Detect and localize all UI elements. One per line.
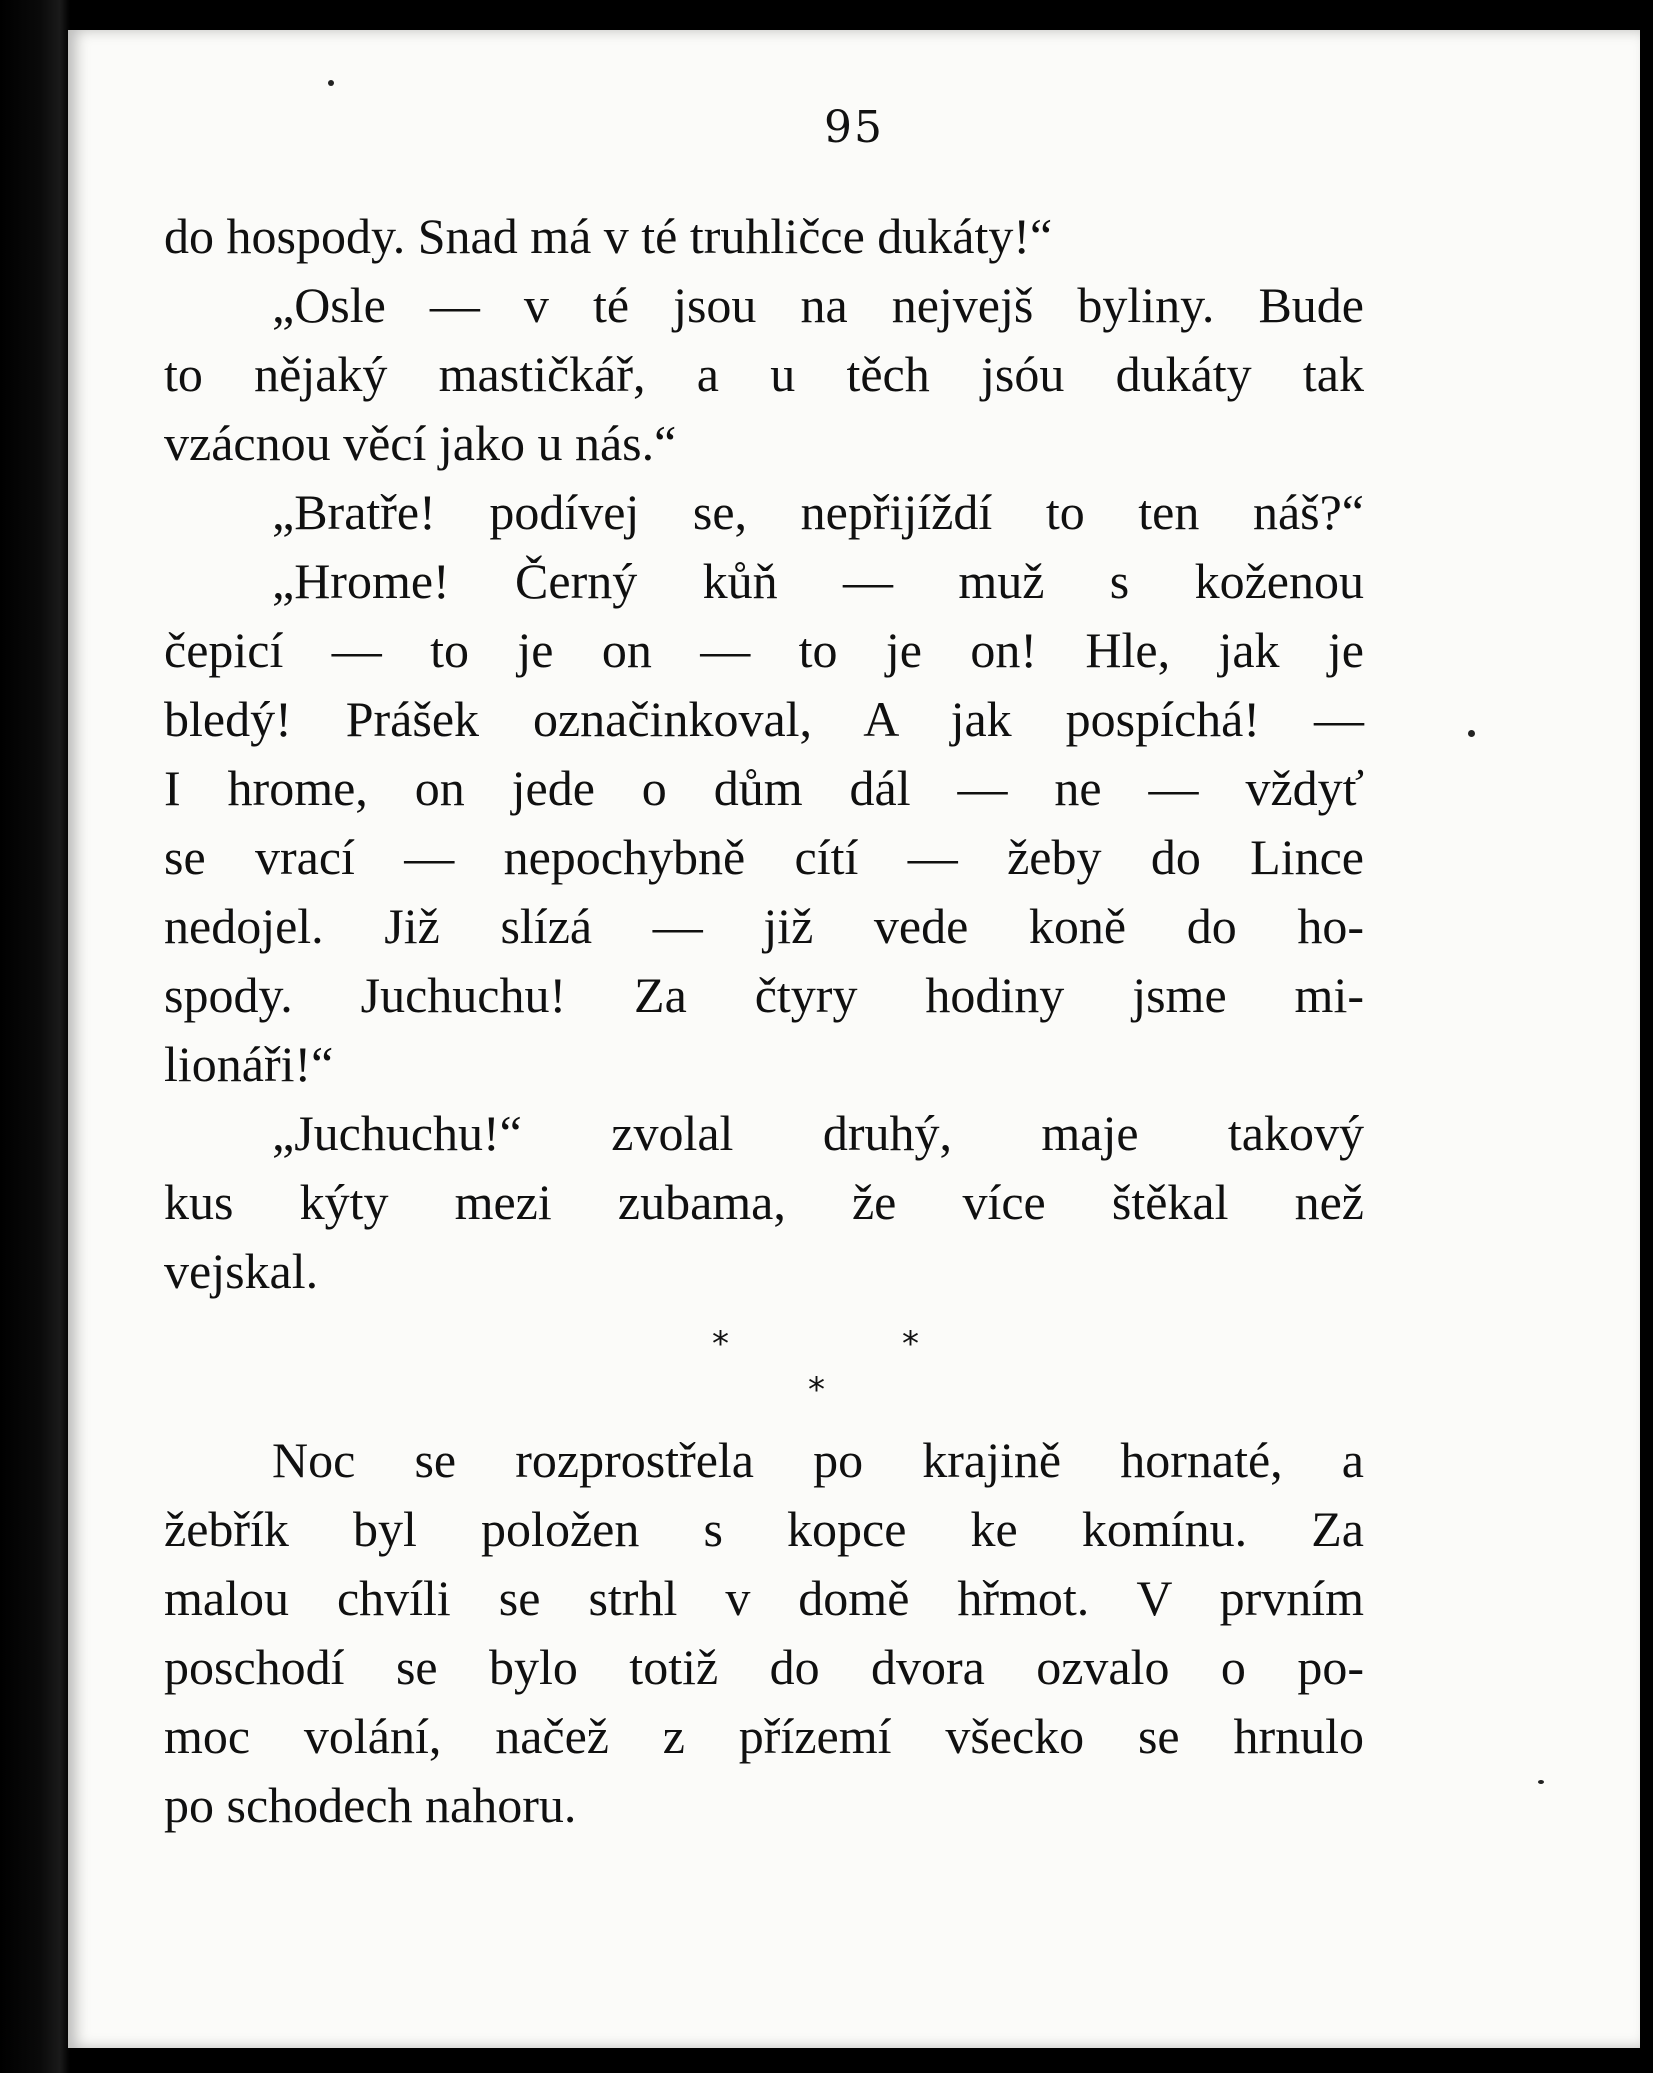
paper-speck: [328, 80, 334, 86]
book-page: [68, 30, 1640, 2048]
text-line: poschodí se bylo totiž do dvora ozvalo o po-: [164, 1639, 1364, 1695]
asterisk: *: [808, 1370, 825, 1410]
text-line: do hospody. Snad má v té truhličce dukáty!“: [164, 208, 1053, 264]
text-line: „Bratře! podívej se, nepřijíždí to ten náš?“: [272, 484, 1364, 540]
page-number: 95: [824, 102, 884, 153]
text-line: lionáři!“: [164, 1036, 334, 1092]
asterisk: *: [902, 1324, 919, 1364]
narrative-section: [164, 1426, 1364, 1840]
text-line: „Osle — v té jsou na nejvejš byliny. Bude: [272, 277, 1364, 333]
asterisk: *: [712, 1324, 729, 1364]
section-separator: [164, 1306, 1364, 1426]
text-line: spody. Juchuchu! Za čtyry hodiny jsme mi-: [164, 967, 1364, 1023]
text-line: žebřík byl položen s kopce ke komínu. Za: [164, 1501, 1364, 1557]
paper-speck: [1538, 1780, 1544, 1784]
text-line: se vrací — nepochybně cítí — žeby do Lince: [164, 829, 1364, 885]
text-line: vzácnou věcí jako u nás.“: [164, 415, 677, 471]
text-line: I hrome, on jede o dům dál — ne — vždyť: [164, 760, 1364, 816]
text-line: „Juchuchu!“ zvolal druhý, maje takový: [272, 1105, 1364, 1161]
text-line: Noc se rozprostřela po krajině hornaté, a: [272, 1432, 1364, 1488]
paper-speck: [1468, 730, 1475, 737]
text-line: čepicí — to je on — to je on! Hle, jak je: [164, 622, 1364, 678]
dialogue-section: [164, 202, 1364, 1306]
text-line: bledý! Prášek označinkoval, A jak pospíchá! —: [164, 691, 1364, 747]
text-line: nedojel. Již slízá — již vede koně do ho-: [164, 898, 1364, 954]
body-text: [164, 202, 1364, 1840]
text-line: kus kýty mezi zubama, že více štěkal než: [164, 1174, 1364, 1230]
text-line: po schodech nahoru.: [164, 1777, 577, 1833]
text-line: to nějaký mastičkář, a u těch jsóu dukáty tak: [164, 346, 1364, 402]
text-line: moc volání, načež z přízemí všecko se hrnulo: [164, 1708, 1364, 1764]
text-line: „Hrome! Černý kůň — muž s koženou: [272, 553, 1364, 609]
text-line: malou chvíli se strhl v domě hřmot. V prvním: [164, 1570, 1364, 1626]
book-spine-shadow: [0, 0, 70, 2073]
text-line: vejskal.: [164, 1243, 319, 1299]
